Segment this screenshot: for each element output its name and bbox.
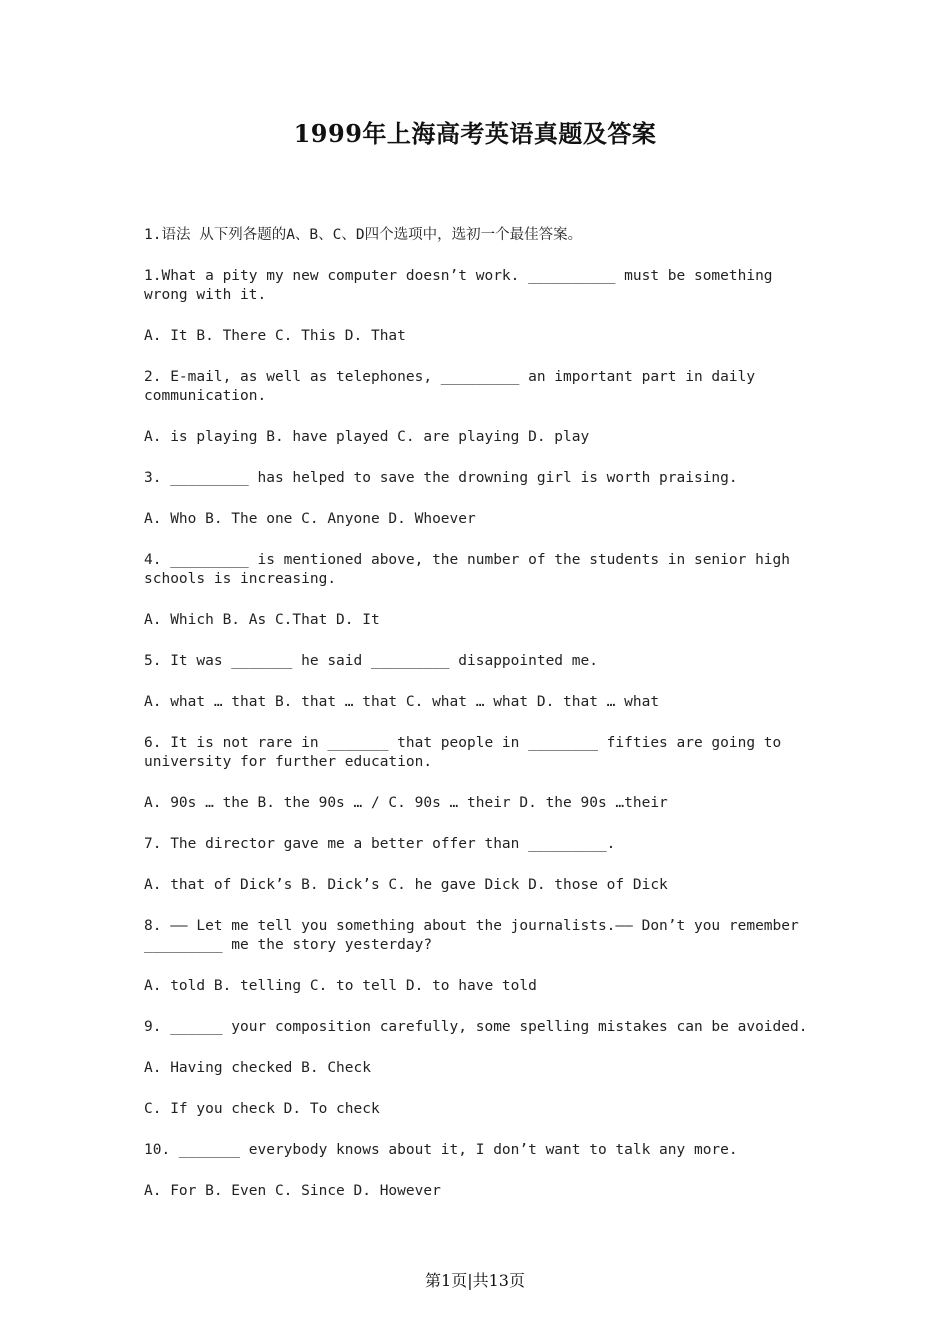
options-1: A. It B. There C. This D. That xyxy=(144,328,406,344)
question-2: 2. E-mail, as well as telephones, _________ an important part in daily communication. xyxy=(144,369,764,404)
question-9: 9. ______ your composition carefully, some spelling mistakes can be avoided. xyxy=(144,1019,808,1035)
document-body xyxy=(144,226,812,1223)
options-9-ab: A. Having checked B. Check xyxy=(144,1060,371,1076)
document-title: 1999年上海高考英语真题及答案 xyxy=(293,119,657,148)
options-4: A. Which B. As C.That D. It xyxy=(144,612,380,628)
question-4: 4. _________ is mentioned above, the number of the students in senior high schools is increasing. xyxy=(144,552,799,587)
options-5: A. what … that B. that … that C. what … what D. that … what xyxy=(144,694,660,710)
options-8: A. told B. telling C. to tell D. to have told xyxy=(144,978,537,994)
options-6: A. 90s … the B. the 90s … / C. 90s … their D. the 90s …their xyxy=(144,795,668,811)
question-10: 10. _______ everybody knows about it, I don’t want to talk any more. xyxy=(144,1142,738,1158)
question-7: 7. The director gave me a better offer than _________. xyxy=(144,836,616,852)
section-heading: 1.语法 从下列各题的A、B、C、D四个选项中，选初一个最佳答案。 xyxy=(144,227,583,243)
question-8: 8. —— Let me tell you something about the journalists.—— Don’t you remember _________ me the story yesterday? xyxy=(144,918,808,953)
options-7: A. that of Dick’s B. Dick’s C. he gave Dick D. those of Dick xyxy=(144,877,668,893)
question-3: 3. _________ has helped to save the drowning girl is worth praising. xyxy=(144,470,738,486)
question-1: 1.What a pity my new computer doesn’t work. __________ must be something wrong with it. xyxy=(144,268,782,303)
question-6: 6. It is not rare in _______ that people in ________ fifties are going to university for further education. xyxy=(144,735,791,770)
options-9-cd: C. If you check D. To check xyxy=(144,1101,380,1117)
question-5: 5. It was _______ he said _________ disappointed me. xyxy=(144,653,598,669)
options-2: A. is playing B. have played C. are playing D. play xyxy=(144,429,590,445)
options-3: A. Who B. The one C. Anyone D. Whoever xyxy=(144,511,476,527)
options-10: A. For B. Even C. Since D. However xyxy=(144,1183,441,1199)
page-footer: 第1页|共13页 xyxy=(425,1271,525,1290)
